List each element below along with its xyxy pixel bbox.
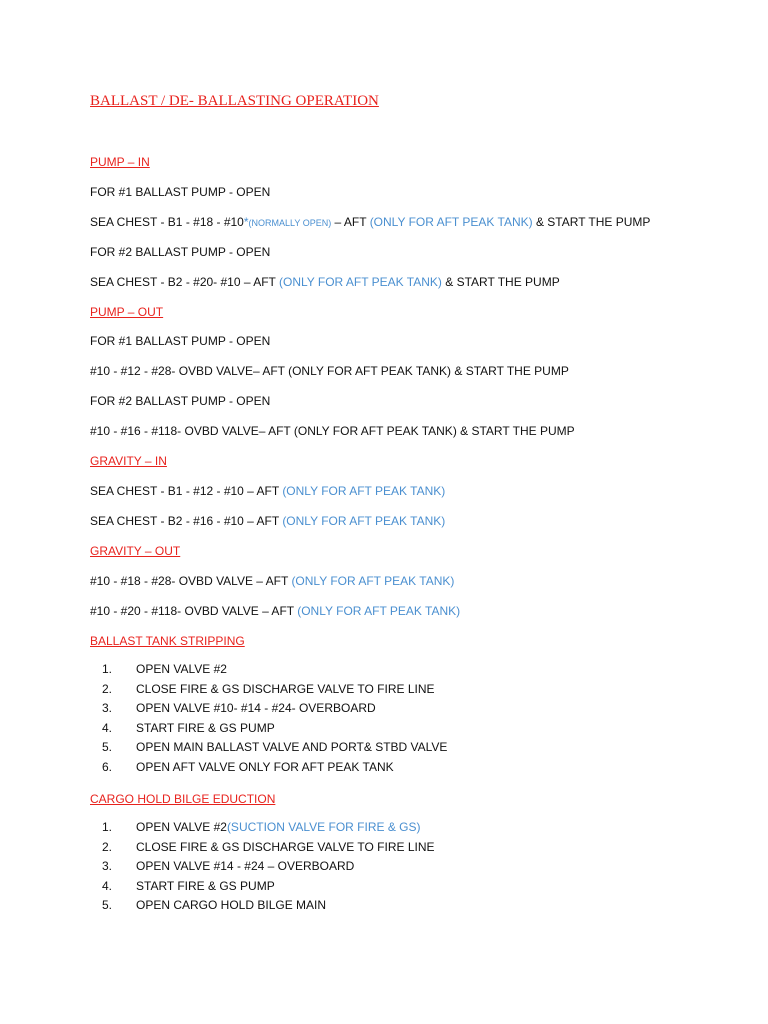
pump-in-line-3: FOR #2 BALLAST PUMP - OPEN [90,245,271,259]
gravity-out-line-1: #10 - #18 - #28- OVBD VALVE – AFT (ONLY FOR AFT PEAK TANK) [90,574,455,588]
list-item: 6. OPEN AFT VALVE ONLY FOR AFT PEAK TANK [101,759,394,774]
section-heading-pump-in: PUMP – IN [90,155,150,169]
pump-in-line-1: FOR #1 BALLAST PUMP - OPEN [90,185,271,199]
section-heading-eduction: CARGO HOLD BILGE EDUCTION [90,792,276,806]
gravity-in-line-1: SEA CHEST - B1 - #12 - #10 – AFT (ONLY FOR AFT PEAK TANK) [90,484,446,498]
list-item: 1. OPEN VALVE #2 [101,662,227,676]
section-heading-gravity-in: GRAVITY – IN [90,454,167,468]
list-item: 3. OPEN VALVE #14 - #24 – OVERBOARD [101,859,355,874]
eduction-steps-list [90,818,435,916]
list-item: 1. OPEN VALVE #2(SUCTION VALVE FOR FIRE & GS) [101,820,421,834]
list-item: 3. OPEN VALVE #10- #14 - #24- OVERBOARD [101,701,376,716]
section-heading-stripping: BALLAST TANK STRIPPING [90,634,245,648]
stripping-steps-list [90,660,447,778]
gravity-in-line-2: SEA CHEST - B2 - #16 - #10 – AFT (ONLY FOR AFT PEAK TANK) [90,514,446,528]
pump-in-line-4: SEA CHEST - B2 - #20- #10 – AFT (ONLY FOR AFT PEAK TANK) & START THE PUMP [90,275,560,289]
list-item: 5. OPEN CARGO HOLD BILGE MAIN [101,898,327,913]
list-item: 4. START FIRE & GS PUMP [101,878,275,893]
list-item: 2. CLOSE FIRE & GS DISCHARGE VALVE TO FIRE LINE [101,839,435,854]
list-item: 2. CLOSE FIRE & GS DISCHARGE VALVE TO FIRE LINE [101,681,435,696]
list-item: 5. OPEN MAIN BALLAST VALVE AND PORT& STBD VALVE [101,740,448,755]
section-heading-gravity-out: GRAVITY – OUT [90,544,181,558]
pump-in-line-2: SEA CHEST - B1 - #18 - #10*(NORMALLY OPEN) – AFT (ONLY FOR AFT PEAK TANK) & START THE PUMP [90,215,651,229]
list-item: 4. START FIRE & GS PUMP [101,720,275,735]
section-heading-pump-out: PUMP – OUT [90,305,164,319]
document-title: BALLAST / DE- BALLASTING OPERATION [90,93,379,109]
pump-out-line-4: #10 - #16 - #118- OVBD VALVE– AFT (ONLY FOR AFT PEAK TANK) & START THE PUMP [90,424,575,438]
pump-out-line-2: #10 - #12 - #28- OVBD VALVE– AFT (ONLY FOR AFT PEAK TANK) & START THE PUMP [90,364,569,378]
pump-out-line-1: FOR #1 BALLAST PUMP - OPEN [90,334,271,348]
pump-out-line-3: FOR #2 BALLAST PUMP - OPEN [90,394,271,408]
gravity-out-line-2: #10 - #20 - #118- OVBD VALVE – AFT (ONLY FOR AFT PEAK TANK) [90,604,461,618]
